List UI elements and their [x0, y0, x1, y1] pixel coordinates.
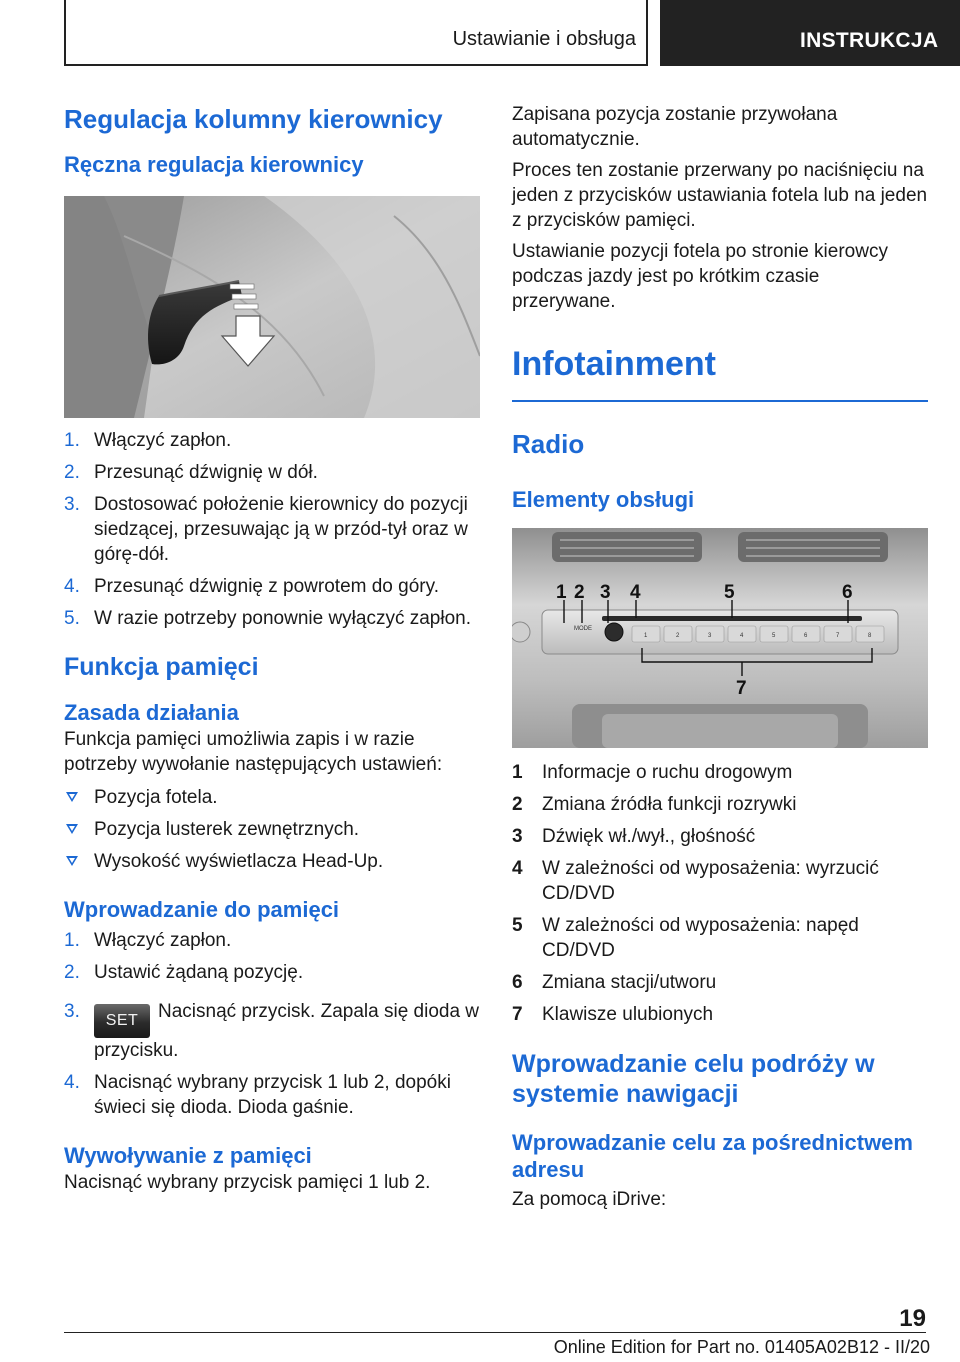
- triangle-bullet-icon: [66, 824, 78, 834]
- header-border-mid: [646, 0, 648, 66]
- section-title-radio: Radio: [512, 429, 585, 459]
- store-steps-list: [64, 928, 480, 1120]
- favorite-key-3-label: 3: [708, 633, 712, 639]
- list-item: 5. W razie potrzeby ponownie wyłączyć zapłon.: [64, 608, 472, 629]
- list-item: 3. SET Nacisnąć przycisk. Zapala się dioda w przycisku.: [64, 1001, 480, 1061]
- radio-controls-image: [512, 528, 928, 748]
- principle-text: Funkcja pamięci umożliwia zapis i w razie potrzeby wywołanie następujących ustawień:: [64, 729, 443, 775]
- driving-text: Ustawianie pozycji fotela po stronie kierowcy podczas jazdy jest po krótkim czasie przerywane.: [512, 241, 888, 312]
- header-tab[interactable]: INSTRUKCJA: [660, 0, 960, 66]
- legend-item: 6 Zmiana stacji/utworu: [512, 972, 717, 993]
- section-title-steering: Regulacja kolumny kierownicy: [64, 104, 443, 134]
- subsection-title-controls: Elementy obsługi: [512, 487, 695, 512]
- legend-item: 4 W zależności od wyposażenia: wyrzucić CD/DVD: [512, 858, 879, 904]
- right-column: [512, 100, 928, 1212]
- section-title-memory: Funkcja pamięci: [64, 653, 259, 681]
- triangle-bullet-icon: [66, 856, 78, 866]
- list-item: 1. Włączyć zapłon.: [64, 930, 232, 951]
- header-underline: [64, 64, 648, 66]
- callout-7: 7: [736, 678, 747, 699]
- steering-lever-illustration: [64, 196, 480, 418]
- favorite-key-5-label: 5: [772, 633, 776, 639]
- radio-legend: [512, 760, 928, 1027]
- radio-panel-illustration: [512, 528, 928, 748]
- header-border-left: [64, 0, 66, 66]
- favorite-key-2-label: 2: [676, 633, 680, 639]
- subsection-title-address: Wprowadzanie celu za pośrednictwem adresu: [512, 1130, 913, 1182]
- legend-item: 2 Zmiana źródła funkcji rozrywki: [512, 794, 797, 815]
- callout-6: 6: [842, 582, 853, 603]
- legend-item: 1 Informacje o ruchu drogowym: [512, 762, 793, 783]
- list-item: Wysokość wyświetlacza Head-Up.: [64, 849, 480, 874]
- legend-item: 3 Dźwięk wł./wył., głośność: [512, 826, 756, 847]
- list-item: 2. Ustawić żądaną pozycję.: [64, 962, 304, 983]
- favorite-key-8-label: 8: [868, 633, 872, 639]
- favorite-key-7-label: 7: [836, 633, 840, 639]
- favorite-key-1-label: 1: [644, 633, 648, 639]
- header-section-title: Ustawianie i obsługa: [452, 28, 636, 50]
- list-item: 3. Dostosować położenie kierownicy do pozycji siedzącej, przesuwając ją w przód-tył oraz w górę-dół.: [64, 494, 468, 565]
- list-item: 4. Przesunąć dźwignię z powrotem do góry.: [64, 576, 439, 597]
- callout-1: 1: [556, 582, 567, 603]
- list-item: 4. Nacisnąć wybrany przycisk 1 lub 2, dopóki świeci się dioda. Dioda gaśnie.: [64, 1072, 451, 1118]
- list-item: 1. Włączyć zapłon.: [64, 430, 232, 451]
- list-item: Pozycja lusterek zewnętrznych.: [64, 817, 480, 842]
- subsection-title-manual: Ręczna regulacja kierownicy: [64, 152, 364, 177]
- set-button[interactable]: SET: [94, 1004, 150, 1038]
- subsection-title-store: Wprowadzanie do pamięci: [64, 897, 340, 922]
- steering-lever-image: [64, 196, 480, 418]
- memory-bullets: [64, 785, 480, 874]
- steering-steps-list: [64, 428, 480, 631]
- interrupt-text: Proces ten zostanie przerwany po naciśnięciu na jeden z przycisków ustawiania fotela lub na jeden z przycisków pamięci.: [512, 160, 928, 231]
- mode-key-label: MODE: [574, 626, 592, 632]
- section-title-navigation: Wprowadzanie celu podróży w systemie nawigacji: [512, 1050, 875, 1108]
- recall-auto-text: Zapisana pozycja zostanie przywołana automatycznie.: [512, 104, 838, 150]
- chapter-divider: [512, 400, 928, 402]
- left-column: [64, 100, 480, 1195]
- callout-3: 3: [600, 582, 611, 603]
- subsection-title-principle: Zasada działania: [64, 700, 239, 725]
- triangle-bullet-icon: [66, 792, 78, 802]
- favorite-key-4-label: 4: [740, 633, 744, 639]
- callout-2: 2: [574, 582, 585, 603]
- page-number: 19: [899, 1305, 926, 1332]
- favorite-key-6-label: 6: [804, 633, 808, 639]
- footer-edition: Online Edition for Part no. 01405A02B12 - II/20: [553, 1337, 930, 1357]
- footer-divider: [64, 1332, 926, 1333]
- legend-item: 5 W zależności od wyposażenia: napęd CD/DVD: [512, 915, 859, 961]
- address-text: Za pomocą iDrive:: [512, 1189, 667, 1210]
- subsection-title-recall: Wywoływanie z pamięci: [64, 1143, 312, 1168]
- callout-5: 5: [724, 582, 735, 603]
- legend-item: 7 Klawisze ulubionych: [512, 1004, 714, 1025]
- recall-text: Nacisnąć wybrany przycisk pamięci 1 lub 2.: [64, 1172, 431, 1193]
- list-item: Pozycja fotela.: [64, 785, 480, 810]
- chapter-title-infotainment: Infotainment: [512, 345, 716, 383]
- list-item: 2. Przesunąć dźwignię w dół.: [64, 462, 318, 483]
- callout-4: 4: [630, 582, 641, 603]
